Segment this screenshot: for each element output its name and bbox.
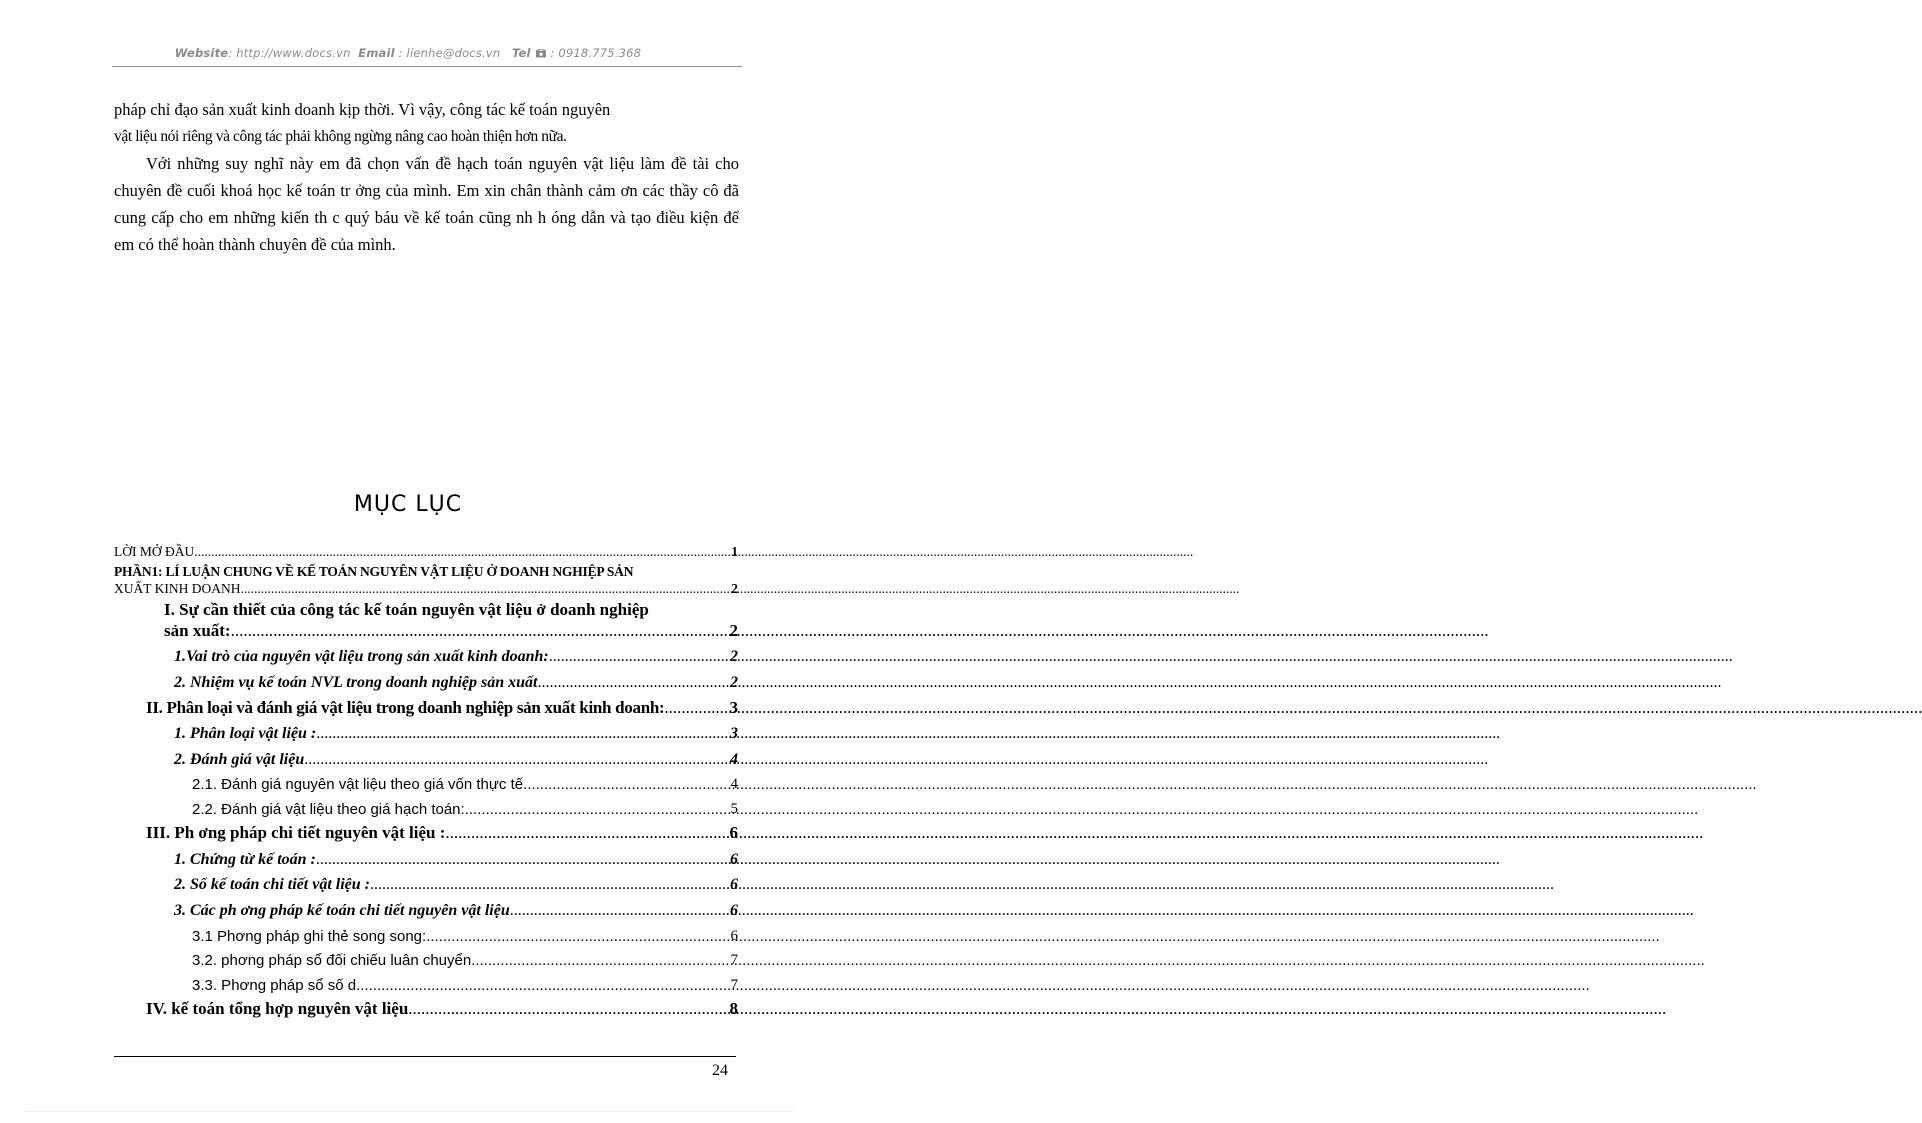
email-label: Email	[358, 46, 395, 60]
page-number: 24	[712, 1062, 728, 1079]
email-value: : lienhe@docs.vn	[398, 46, 501, 60]
toc-entry-2-2[interactable]: 2. Đánh giá vật liệu ..... 4	[114, 750, 738, 771]
paragraph-2: Với những suy nghĩ này em đã chọn vấn đề hạch toán nguyên vật liệu làm đề tài cho chuyên đề cuối khoá học kế toán tr ởng của mình. Em xin chân thành cảm ơn các thầy cô đã cung cấp cho em những kiến th c quý báu về kế toán cũng nh h óng dẫn và tạo điều kiện để em có thể hoàn thành chuyên đề của mình.	[114, 154, 739, 254]
toc-entry-1-2[interactable]: 2. Nhiệm vụ kế toán NVL trong doanh nghiệp sản xuất ..... 2	[114, 673, 738, 694]
header-rule	[112, 66, 742, 67]
toc-entry-section-4[interactable]: IV. kế toán tổng hợp nguyên vật liệu ..... 8	[114, 998, 738, 1020]
toc-entry-3-3-1[interactable]: 3.1 Phơng pháp ghi thẻ song song: ..... 6	[114, 927, 738, 947]
toc-entry-3-3-3[interactable]: 3.3. Phơng pháp sổ số d ..... 7	[114, 976, 738, 996]
footer-rule	[114, 1056, 736, 1057]
table-of-contents	[114, 540, 738, 1021]
paragraph-1-line-1: pháp chỉ đạo sản xuất kinh doanh kịp thời. Vì vậy, công tác kế toán nguyên	[114, 100, 611, 119]
website-value: : http://www.docs.vn	[228, 46, 351, 60]
toc-entry-3-3[interactable]: 3. Các ph ơng pháp kế toán chi tiết nguyên vật liệu ..... 6	[114, 901, 738, 922]
toc-entry-3-2[interactable]: 2. Sổ kế toán chi tiết vật liệu : ..... 6	[114, 875, 738, 896]
toc-entry-intro[interactable]: LỜI MỞ ĐẦU ..... 1	[114, 543, 738, 561]
phone-icon	[535, 46, 551, 60]
toc-entry-part1[interactable]: PHẦN1: LÍ LUẬN CHUNG VỀ KẾ TOÁN NGUYÊN VẬT LIỆU Ở DOANH NGHIỆP SẢN XUẤT KINH DOANH ..... 2	[114, 564, 738, 598]
toc-entry-3-1[interactable]: 1. Chứng từ kế toán : ..... 6	[114, 850, 738, 871]
page-bottom-border	[24, 1111, 794, 1112]
toc-entry-section-2[interactable]: II. Phân loại và đánh giá vật liệu trong doanh nghiệp sản xuất kinh doanh: ..... 3	[114, 697, 738, 719]
body-text	[114, 96, 739, 258]
toc-entry-2-2-1[interactable]: 2.1. Đánh giá nguyên vật liệu theo giá vốn thực tế ..... 4	[114, 775, 738, 795]
toc-entry-section-1-line1: I. Sự cần thiết của công tác kế toán nguyên vật liệu ở doanh nghiệp	[164, 600, 649, 620]
paragraph-1-line-2: vật liệu nói riêng và công tác phải không ngừng nâng cao hoàn thiện hơn nữa.	[114, 128, 567, 145]
toc-entry-3-3-2[interactable]: 3.2. phơng pháp sổ đối chiếu luân chuyển ..... 7	[114, 951, 738, 971]
toc-entry-2-2-2[interactable]: 2.2. Đánh giá vật liệu theo giá hạch toán: ..... 5	[114, 800, 738, 820]
toc-entry-2-1[interactable]: 1. Phân loại vật liệu : ..... 3	[114, 724, 738, 745]
page-header	[0, 46, 816, 60]
toc-entry-1-1[interactable]: 1.Vai trò của nguyên vật liệu trong sản xuất kinh doanh: ..... 2	[114, 647, 738, 668]
toc-entry-part1-line1: PHẦN1: LÍ LUẬN CHUNG VỀ KẾ TOÁN NGUYÊN VẬT LIỆU Ở DOANH NGHIỆP SẢN	[114, 563, 634, 579]
toc-entry-section-1[interactable]: I. Sự cần thiết của công tác kế toán nguyên vật liệu ở doanh nghiệp sản xuất: ..... 2	[114, 600, 738, 642]
tel-label: Tel	[511, 46, 531, 60]
toc-entry-section-3[interactable]: III. Ph ơng pháp chi tiết nguyên vật liệu : ..... 6	[114, 822, 738, 844]
toc-title: MỤC LỤC	[353, 492, 463, 517]
tel-value: : 0918.775.368	[550, 46, 642, 60]
website-label: Website	[174, 46, 229, 60]
